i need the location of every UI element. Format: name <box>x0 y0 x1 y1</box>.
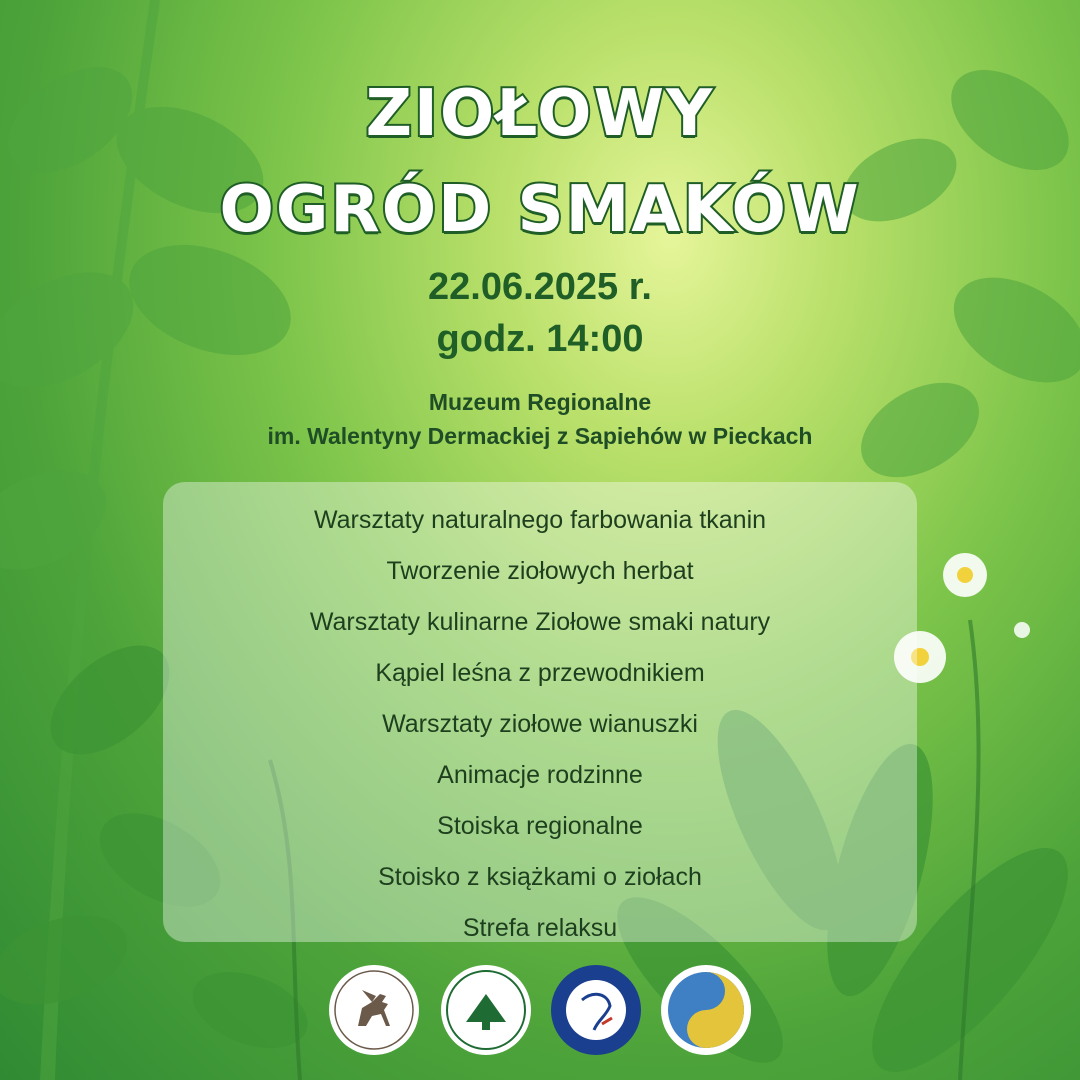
venue-name: Muzeum Regionalne <box>428 389 652 415</box>
mazurski-park-logo <box>550 964 642 1056</box>
sponsor-logos <box>0 960 1080 1060</box>
activities-list <box>163 500 917 959</box>
event-time: godz. 14:00 <box>436 318 644 360</box>
list-item: Warsztaty naturalnego farbowania tkanin <box>313 506 767 534</box>
title-line-1: ZIOŁOWY <box>365 77 715 151</box>
warming-logo <box>660 964 752 1056</box>
warming-logo-icon <box>668 972 744 1048</box>
venue-detail: im. Walentyny Dermackiej z Sapiehów w Pieckach <box>267 423 813 449</box>
gok-pegaz-logo <box>328 964 420 1056</box>
list-item: Strefa relaksu <box>462 914 618 942</box>
list-item: Stoisko z książkami o ziołach <box>378 863 702 891</box>
list-item: Kąpiel leśna z przewodnikiem <box>375 659 705 687</box>
lasy-panstwowe-logo <box>440 964 532 1056</box>
event-date: 22.06.2025 r. <box>428 266 652 308</box>
list-item: Warsztaty ziołowe wianuszki <box>382 710 698 738</box>
list-item: Warsztaty kulinarne Ziołowe smaki natury <box>309 608 771 636</box>
list-item: Animacje rodzinne <box>437 761 643 789</box>
title-line-2: OGRÓD SMAKÓW <box>219 173 861 247</box>
list-item: Stoiska regionalne <box>437 812 643 840</box>
list-item: Tworzenie ziołowych herbat <box>386 557 694 585</box>
